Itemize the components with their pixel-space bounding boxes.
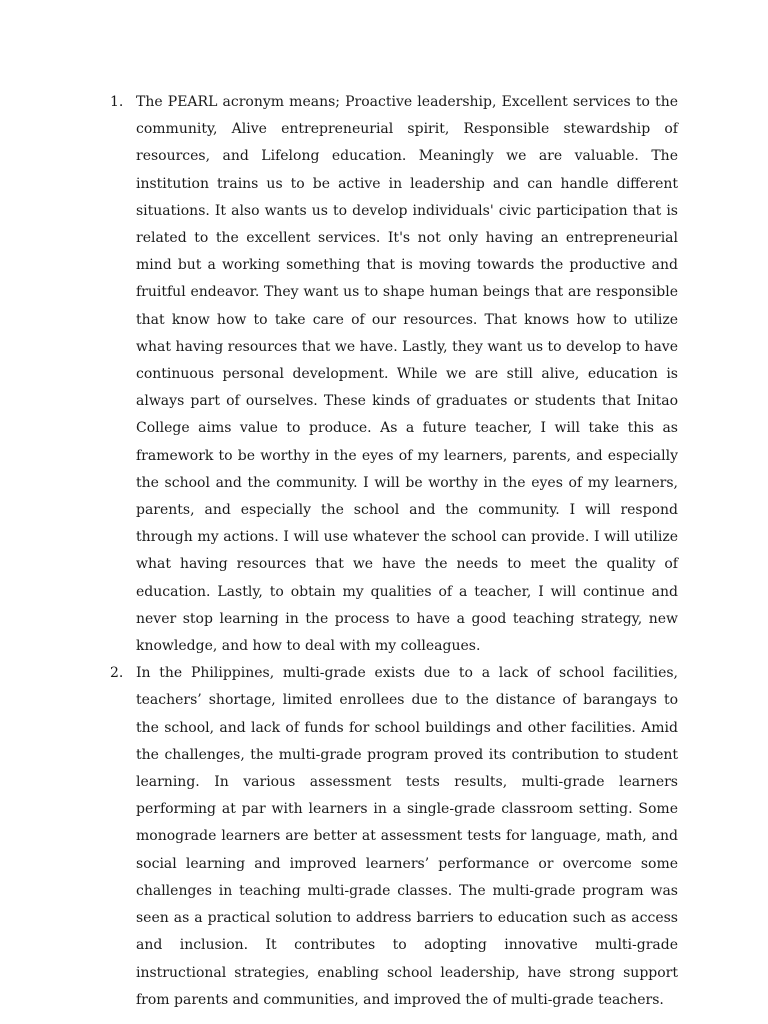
list-item-number: 2. <box>110 665 124 682</box>
numbered-list <box>0 89 768 1014</box>
list-item-paragraph: In the Philippines, multi-grade exists due to a lack of school facilities, teachers’ shortage, limited enrollees due to the distance of barangays to the school, and lack of funds for school buildings and other facilities. Amid the challenges, the multi-grade program proved its contribution to student learning. In various assessment tests results, multi-grade learners performing at par with learners in a single-grade classroom setting. Some monograde learners are better at assessment tests for language, math, and social learning and improved learners’ performance or overcome some challenges in teaching multi-grade classes. The multi-grade program was seen as a practical solution to address barriers to education such as access and inclusion. It contributes to adopting innovative multi-grade instructional strategies, enabling school leadership, have strong support from parents and communities, and improved the of multi-grade teachers. <box>136 665 678 1008</box>
list-item-paragraph: The PEARL acronym means; Proactive leadership, Excellent services to the community, Alive entrepreneurial spirit, Responsible stewardship of resources, and Lifelong education. Meaningly we are valuable. The institution trains us to be active in leadership and can handle different situations. It also wants us to develop individuals' civic participation that is related to the excellent services. It's not only having an entrepreneurial mind but a working something that is moving towards the productive and fruitful endeavor. They want us to shape human beings that are responsible that know how to take care of our resources. That knows how to utilize what having resources that we have. Lastly, they want us to develop to have continuous personal development. While we are still alive, education is always part of ourselves. These kinds of graduates or students that Initao College aims value to produce. As a future teacher, I will take this as framework to be worthy in the eyes of my learners, parents, and especially the school and the community. I will be worthy in the eyes of my learners, parents, and especially the school and the community. I will respond through my actions. I will use whatever the school can provide. I will utilize what having resources that we have the needs to meet the quality of education. Lastly, to obtain my qualities of a teacher, I will continue and never stop learning in the process to have a good teaching strategy, new knowledge, and how to deal with my colleagues. <box>136 94 678 655</box>
list-item <box>0 89 768 660</box>
list-item-number: 1. <box>110 94 124 110</box>
list-item <box>0 660 768 1014</box>
